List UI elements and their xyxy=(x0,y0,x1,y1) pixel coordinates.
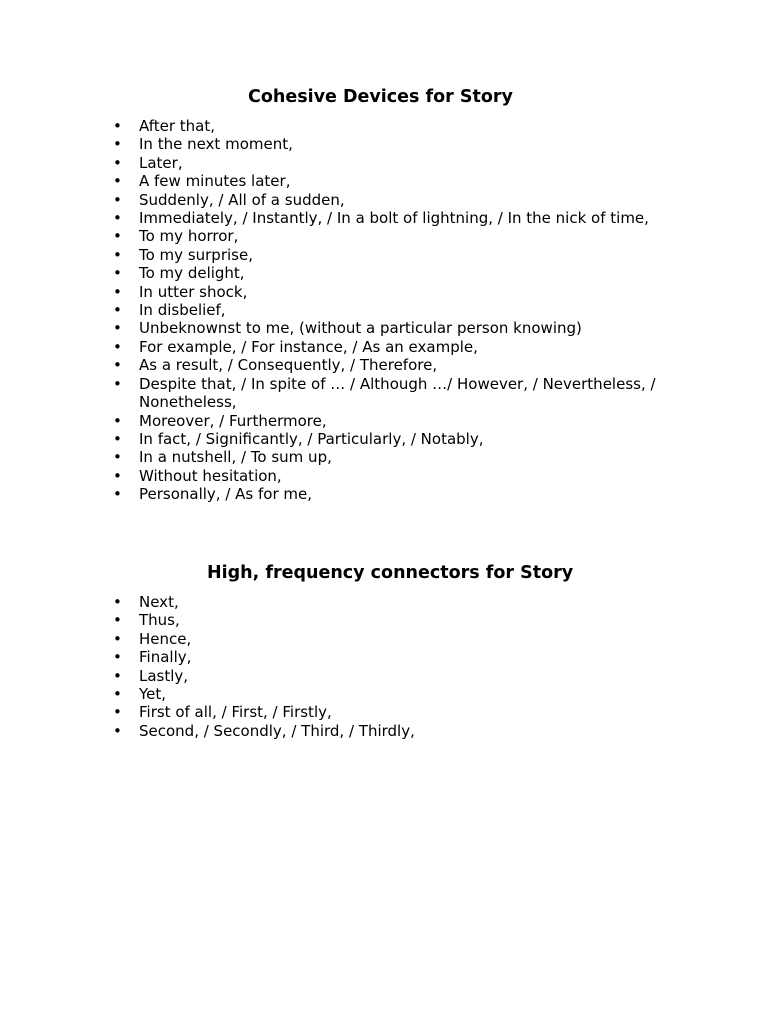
list-item: • In fact, / Significantly, / Particularly, / Notably, xyxy=(111,430,671,448)
list-item: • To my horror, xyxy=(111,227,671,245)
list-item: • Hence, xyxy=(111,630,671,648)
list-item: • Later, xyxy=(111,154,671,172)
list-item: • Without hesitation, xyxy=(111,467,671,485)
section-title-high-frequency-connectors: High, frequency connectors for Story xyxy=(207,563,574,583)
list-item: • Moreover, / Furthermore, xyxy=(111,412,671,430)
section-title-cohesive-devices: Cohesive Devices for Story xyxy=(248,87,513,107)
list-item: • Yet, xyxy=(111,685,671,703)
list-item: • Despite that, / In spite of … / Although …/ However, / Nevertheless, / Nonetheless, xyxy=(111,375,671,412)
list-item: • Finally, xyxy=(111,648,671,666)
list-item: • Immediately, / Instantly, / In a bolt of lightning, / In the nick of time, xyxy=(111,209,671,227)
list-item: • To my delight, xyxy=(111,264,671,282)
list-item: • In disbelief, xyxy=(111,301,671,319)
list-item: • Unbeknownst to me, (without a particular person knowing) xyxy=(111,319,671,337)
list-item: • Second, / Secondly, / Third, / Thirdly, xyxy=(111,722,671,740)
list-item: • Lastly, xyxy=(111,667,671,685)
list-item: • To my surprise, xyxy=(111,246,671,264)
list-item: • Suddenly, / All of a sudden, xyxy=(111,191,671,209)
list-item: • Next, xyxy=(111,593,671,611)
list-item: • Personally, / As for me, xyxy=(111,485,671,503)
list-item: • In utter shock, xyxy=(111,283,671,301)
list-item: • In a nutshell, / To sum up, xyxy=(111,448,671,466)
list-item: • Thus, xyxy=(111,611,671,629)
cohesive-devices-list xyxy=(111,117,671,504)
list-item: • First of all, / First, / Firstly, xyxy=(111,703,671,721)
list-item: • After that, xyxy=(111,117,671,135)
list-item: • For example, / For instance, / As an example, xyxy=(111,338,671,356)
list-item: • A few minutes later, xyxy=(111,172,671,190)
list-item: • As a result, / Consequently, / Therefore, xyxy=(111,356,671,374)
list-item: • In the next moment, xyxy=(111,135,671,153)
high-frequency-connectors-list xyxy=(111,593,671,740)
